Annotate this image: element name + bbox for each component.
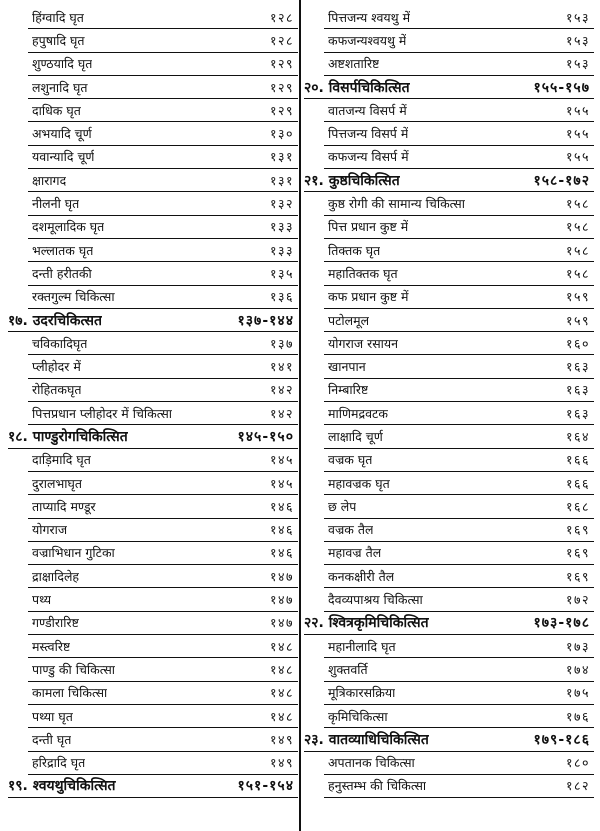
toc-entry-title: तिक्तक घृत — [328, 242, 381, 258]
toc-entry-title: पित्तजन्य श्वयथु में — [328, 9, 411, 25]
toc-entry-title: शुण्ठयादि घृत — [32, 56, 93, 72]
toc-entry — [324, 775, 594, 798]
toc-entry-title: वज्रक घृत — [328, 452, 373, 468]
toc-entry-title: महावज्रक घृत — [328, 475, 390, 491]
toc-page-number: १५१-१५४ — [237, 778, 294, 795]
toc-entry-title: २२. श्वित्रकृमिचिकित्सित — [304, 615, 429, 632]
toc-entry — [28, 379, 298, 402]
toc-entry-title: रक्तगुल्म चिकित्सा — [32, 289, 115, 305]
toc-entry-title: पथ्य — [32, 592, 52, 608]
toc-page-number: १५८-१७२ — [533, 172, 590, 189]
toc-entry — [324, 332, 594, 355]
toc-page-number: १४८ — [269, 685, 294, 701]
toc-entry-title: लशुनादि घृत — [32, 79, 88, 95]
toc-entry — [324, 146, 594, 169]
toc-page-number: १६३ — [565, 359, 590, 375]
toc-entry — [28, 565, 298, 588]
toc-left-column — [8, 6, 298, 798]
toc-entry — [324, 216, 594, 239]
toc-chapter-heading — [304, 612, 594, 635]
toc-entry — [28, 682, 298, 705]
toc-entry — [324, 309, 594, 332]
toc-entry — [324, 6, 594, 29]
toc-entry-title: अपतानक चिकित्सा — [328, 755, 415, 771]
toc-page-number: १३७ — [269, 335, 294, 351]
toc-entry — [324, 495, 594, 518]
toc-entry-title: नीलनी घृत — [32, 196, 80, 212]
toc-entry-title: वज्रक तैल — [328, 522, 374, 538]
toc-entry — [324, 122, 594, 145]
toc-entry — [324, 379, 594, 402]
toc-entry-title: ताप्यादि मण्डूर — [32, 498, 96, 514]
toc-page-number: १५८ — [565, 265, 590, 281]
toc-chapter-heading — [304, 728, 594, 751]
toc-page-number: १५८ — [565, 219, 590, 235]
toc-entry — [28, 355, 298, 378]
toc-page-number: १६९ — [565, 545, 590, 561]
toc-entry-title: पथ्या घृत — [32, 708, 73, 724]
toc-page-number: १४९ — [269, 731, 294, 747]
toc-entry-title: कफजन्य विसर्प में — [328, 149, 409, 165]
toc-entry-title: छ लेप — [328, 498, 357, 514]
toc-page-number: १५३ — [565, 56, 590, 72]
toc-entry — [324, 355, 594, 378]
toc-page-number: १४१ — [269, 359, 294, 375]
toc-entry — [324, 99, 594, 122]
toc-page-number: १५५ — [565, 102, 590, 118]
toc-entry — [324, 565, 594, 588]
toc-page-number: १३६ — [269, 289, 294, 305]
toc-entry — [324, 752, 594, 775]
toc-page-number: १७५ — [565, 685, 590, 701]
toc-page-number: १४५ — [269, 452, 294, 468]
toc-page-number: १६६ — [565, 452, 590, 468]
toc-entry-title: खानपान — [328, 359, 366, 375]
toc-page-number: १५५ — [565, 126, 590, 142]
toc-entry-title: हरिद्रादि घृत — [32, 755, 86, 771]
toc-page-number: १५५-१५७ — [533, 79, 590, 96]
toc-page-number: १४७ — [269, 615, 294, 631]
toc-entry-title: निम्बारिष्ट — [328, 382, 369, 398]
toc-entry-title: १८. पाण्डुरोगचिकित्सित — [8, 428, 128, 445]
toc-page-number: १६० — [565, 335, 590, 351]
toc-entry — [324, 53, 594, 76]
toc-page-number: १७३-१७८ — [533, 615, 590, 632]
toc-entry-title: दाधिक घृत — [32, 102, 81, 118]
toc-page-number: १५८ — [565, 196, 590, 212]
toc-entry — [28, 239, 298, 262]
toc-chapter-heading — [8, 309, 298, 332]
toc-page-number: १७४ — [565, 661, 590, 677]
toc-page-number: १४८ — [269, 661, 294, 677]
toc-entry — [28, 76, 298, 99]
toc-entry-title: पाण्डु की चिकित्सा — [32, 661, 116, 677]
toc-page-number: १२८ — [269, 9, 294, 25]
toc-entry-title: वज्राभिधान गुटिका — [32, 545, 115, 561]
toc-entry-title: १७. उदरचिकित्सत — [8, 312, 102, 329]
toc-entry-title: १९. श्वयथुचिकित्सित — [8, 778, 116, 795]
toc-entry — [28, 658, 298, 681]
toc-page-number: १३३ — [269, 242, 294, 258]
toc-entry-title: कामला चिकित्सा — [32, 685, 108, 701]
toc-entry-title: महानीलादि घृत — [328, 638, 396, 654]
toc-entry — [28, 728, 298, 751]
toc-page-number: १५३ — [565, 32, 590, 48]
toc-entry — [324, 635, 594, 658]
toc-entry-title: हिंग्वादि घृत — [32, 9, 84, 25]
toc-page-number: १५५ — [565, 149, 590, 165]
toc-page-number: १४५ — [269, 475, 294, 491]
toc-entry-title: कृमिचिकित्सा — [328, 708, 388, 724]
toc-entry — [324, 239, 594, 262]
toc-entry-title: दन्ती हरीतकी — [32, 265, 92, 281]
toc-entry-title: हनुस्तम्भ की चिकित्सा — [328, 778, 427, 794]
toc-entry-title: कुष्ठ रोगी की सामान्य चिकित्सा — [328, 196, 465, 212]
toc-entry — [28, 705, 298, 728]
toc-chapter-heading — [304, 76, 594, 99]
toc-entry-title: दैवव्यपाश्रय चिकित्सा — [328, 592, 423, 608]
toc-page-number: १४६ — [269, 498, 294, 514]
toc-page-number: १४९ — [269, 755, 294, 771]
toc-entry — [324, 29, 594, 52]
toc-entry-title: २०. विसर्पचिकित्सित — [304, 79, 410, 96]
toc-entry-title: माणिमद्रवटक — [328, 405, 388, 421]
toc-right-column — [304, 6, 594, 798]
toc-entry — [28, 53, 298, 76]
toc-page-number: १६६ — [565, 475, 590, 491]
toc-entry — [28, 449, 298, 472]
toc-chapter-heading — [304, 169, 594, 192]
toc-entry-title: दुरालभाघृत — [32, 475, 83, 491]
toc-page-number: १३५ — [269, 265, 294, 281]
toc-entry-title: महावज्र तैल — [328, 545, 382, 561]
toc-entry — [28, 332, 298, 355]
toc-entry-title: द्राक्षादिलेह — [32, 568, 80, 584]
toc-entry-title: अभयादि चूर्ण — [32, 126, 92, 142]
toc-page-number: १४६ — [269, 522, 294, 538]
toc-page-number: १४८ — [269, 708, 294, 724]
column-divider — [299, 0, 301, 831]
toc-page-number: १६३ — [565, 405, 590, 421]
toc-entry — [324, 705, 594, 728]
toc-entry — [28, 519, 298, 542]
toc-entry-title: चविकादिघृत — [32, 335, 88, 351]
toc-chapter-heading — [8, 425, 298, 448]
toc-page-number: १२९ — [269, 102, 294, 118]
toc-entry — [28, 169, 298, 192]
toc-page-number: १३१ — [269, 149, 294, 165]
toc-entry-title: वातजन्य विसर्प में — [328, 102, 407, 118]
toc-entry — [324, 425, 594, 448]
toc-entry-title: २३. वातव्याधिचिकित्सित — [304, 731, 429, 748]
toc-entry-title: मस्त्वरिष्ट — [32, 638, 71, 654]
toc-page-number: १८० — [565, 755, 590, 771]
toc-entry-title: दाड़िमादि घृत — [32, 452, 91, 468]
toc-entry-title: पित्तजन्य विसर्प में — [328, 126, 409, 142]
toc-entry — [324, 402, 594, 425]
toc-entry — [28, 122, 298, 145]
toc-entry — [28, 146, 298, 169]
toc-entry — [28, 472, 298, 495]
toc-entry-title: अष्टशतारिष्ट — [328, 56, 380, 72]
toc-entry — [324, 682, 594, 705]
toc-entry-title: पटोलमूल — [328, 312, 370, 328]
toc-page-number: १६८ — [565, 498, 590, 514]
toc-entry — [28, 286, 298, 309]
toc-entry-title: हपुषादि घृत — [32, 32, 85, 48]
toc-entry-title: क्षारागद — [32, 172, 67, 188]
toc-entry — [28, 402, 298, 425]
toc-page-number: १३० — [269, 126, 294, 142]
toc-page-number: १६९ — [565, 568, 590, 584]
toc-entry-title: कफ प्रधान कुष्ट में — [328, 289, 409, 305]
toc-entry-title: प्लीहोदर में — [32, 359, 81, 375]
toc-entry-title: दन्ती घृत — [32, 731, 72, 747]
toc-entry-title: लाक्षादि चूर्ण — [328, 428, 383, 444]
toc-entry — [28, 635, 298, 658]
toc-entry — [324, 192, 594, 215]
toc-entry — [28, 29, 298, 52]
toc-page-number: १२९ — [269, 79, 294, 95]
toc-entry — [324, 519, 594, 542]
toc-entry — [324, 286, 594, 309]
toc-entry-title: कनकक्षीरी तैल — [328, 568, 395, 584]
toc-page-number: १३३ — [269, 219, 294, 235]
toc-entry-title: शुक्तवर्ति — [328, 661, 368, 677]
toc-entry-title: पित्तप्रधान प्लीहोदर में चिकित्सा — [32, 405, 173, 421]
toc-entry-title: पित्त प्रधान कुष्ट में — [328, 219, 409, 235]
toc-entry — [28, 262, 298, 285]
toc-page-number: १४८ — [269, 638, 294, 654]
toc-page-number: १६३ — [565, 382, 590, 398]
toc-page-number: १४६ — [269, 545, 294, 561]
toc-entry — [324, 658, 594, 681]
toc-entry — [28, 612, 298, 635]
toc-entry — [324, 588, 594, 611]
toc-chapter-heading — [8, 775, 298, 798]
toc-entry — [28, 495, 298, 518]
toc-entry — [28, 192, 298, 215]
toc-entry — [28, 6, 298, 29]
toc-entry — [28, 542, 298, 565]
toc-page-number: १४७ — [269, 592, 294, 608]
toc-page-number: १६९ — [565, 522, 590, 538]
toc-page-number: १७९-१८६ — [533, 731, 590, 748]
toc-entry-title: यवान्यादि चूर्ण — [32, 149, 95, 165]
toc-entry — [28, 216, 298, 239]
toc-entry-title: योगराज रसायन — [328, 335, 399, 351]
toc-entry-title: रोहितकघृत — [32, 382, 82, 398]
toc-entry-title: महातिक्तक घृत — [328, 265, 398, 281]
toc-entry-title: दशमूलादिक घृत — [32, 219, 105, 235]
toc-page-number: १७३ — [565, 638, 590, 654]
toc-page-number: १३१ — [269, 172, 294, 188]
toc-entry-title: योगराज — [32, 522, 68, 538]
toc-page-number: १७२ — [565, 592, 590, 608]
toc-page-number: १५९ — [565, 312, 590, 328]
toc-page-number: १२९ — [269, 56, 294, 72]
toc-entry — [28, 588, 298, 611]
toc-entry — [28, 752, 298, 775]
toc-page-number: १२८ — [269, 32, 294, 48]
toc-entry — [324, 262, 594, 285]
toc-page-number: १८२ — [565, 778, 590, 794]
toc-entry — [324, 449, 594, 472]
toc-entry-title: मूत्रिकारसक्रिया — [328, 685, 396, 701]
toc-page-number: १४५-१५० — [237, 428, 294, 445]
toc-page-number: १५९ — [565, 289, 590, 305]
toc-entry-title: भल्लातक घृत — [32, 242, 94, 258]
toc-page-number: १६४ — [565, 428, 590, 444]
toc-entry — [324, 472, 594, 495]
toc-entry — [28, 99, 298, 122]
toc-page-number: १४७ — [269, 568, 294, 584]
toc-page-number: १४२ — [269, 405, 294, 421]
toc-page-number: १३२ — [269, 196, 294, 212]
toc-entry-title: कफजन्यश्वयथु में — [328, 32, 407, 48]
toc-entry-title: गण्डीरारिष्ट — [32, 615, 79, 631]
toc-page-number: १५३ — [565, 9, 590, 25]
toc-page-number: १५८ — [565, 242, 590, 258]
toc-page-number: १७६ — [565, 708, 590, 724]
toc-entry — [324, 542, 594, 565]
toc-page-number: १३७-१४४ — [237, 312, 294, 329]
toc-entry-title: २१. कुष्ठचिकित्सित — [304, 172, 400, 189]
toc-page-number: १४२ — [269, 382, 294, 398]
